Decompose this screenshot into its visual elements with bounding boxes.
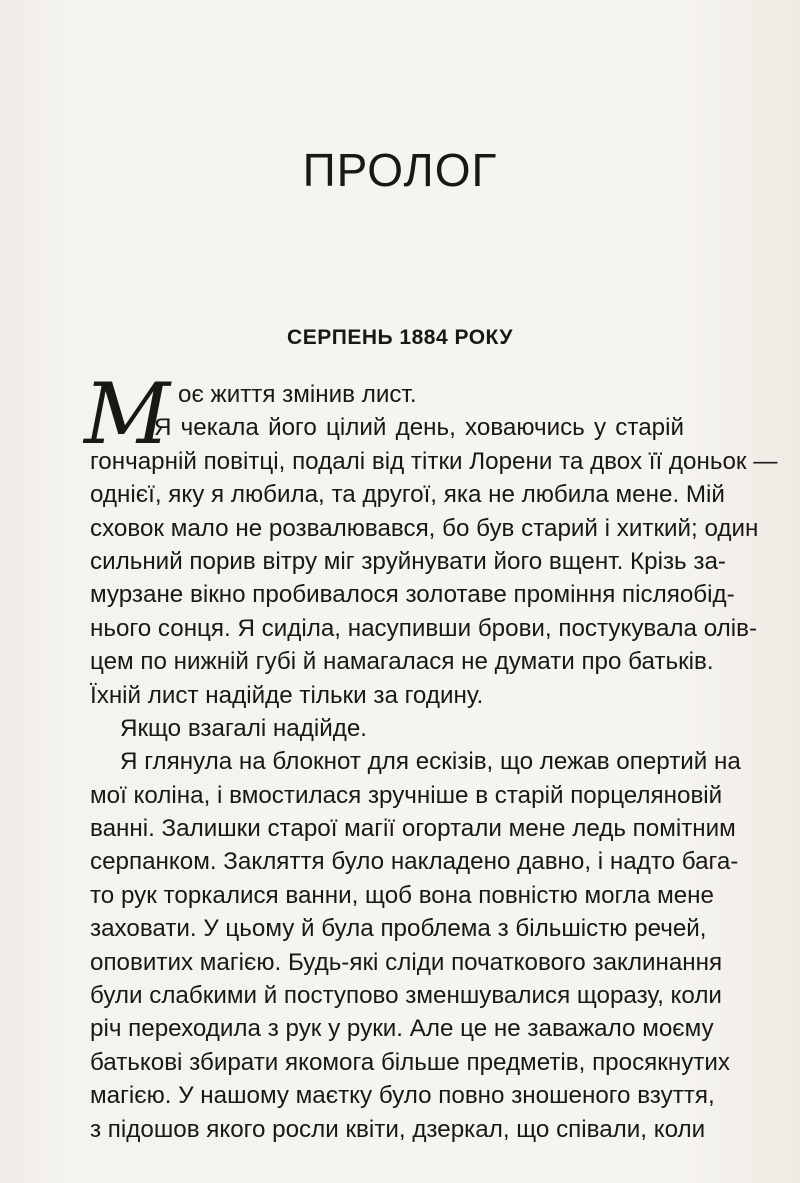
text-line: були слабкими й поступово зменшувалися щоразу, коли [90, 982, 722, 1010]
drop-cap: М [84, 365, 171, 463]
text-line: нього сонця. Я сиділа, насупивши брови, постукувала олів- [90, 614, 758, 642]
text-line: однієї, яку я любила, та другої, яка не любила мене. Мій [90, 481, 725, 509]
chapter-date: СЕРПЕНЬ 1884 РОКУ [287, 326, 513, 349]
text-line: заховати. У цьому й була проблема з більшістю речей, [90, 915, 707, 943]
text-line: цем по нижній губі й намагалася не думати про батьків. [90, 648, 714, 676]
text-line: Якщо взагалі надійде. [120, 714, 368, 742]
text-line: мої коліна, і вмостилася зручніше в старій порцеляновій [90, 781, 723, 809]
text-line: сильний порив вітру міг зруйнувати його вщент. Крізь за- [90, 547, 726, 575]
text-line: з підошов якого росли квіти, дзеркал, що співали, коли [90, 1115, 706, 1143]
text-line: серпанком. Закляття було накладено давно, і надто бага- [90, 848, 739, 876]
text-line: оє життя змінив лист. [178, 381, 417, 408]
text-line: гончарній повітці, подалі від тітки Лорени та двох її доньок — [90, 447, 778, 475]
text-line: батькові збирати якомога більше предметів, просякнутих [90, 1048, 730, 1076]
text-line: Я чекала його цілий день, ховаючись у старій [154, 414, 684, 442]
text-line: то рук торкалися ванни, щоб вона повністю могла мене [90, 881, 714, 909]
text-line: Я глянула на блокнот для ескізів, що лежав опертий на [120, 748, 741, 776]
text-line: річ переходила з рук у руки. Але це не заважало моєму [90, 1015, 714, 1043]
text-line: Їхній лист надійде тільки за годину. [90, 681, 484, 709]
text-line: магією. У нашому маєтку було повно зношеного взуття, [90, 1082, 715, 1110]
text-line: ванні. Залишки старої магії огортали мене ледь помітним [90, 815, 736, 843]
text-line: сховок мало не розвалювався, бо був старий і хиткий; один [90, 514, 759, 542]
text-line: оповитих магією. Будь-які сліди початкового заклинання [90, 948, 723, 976]
chapter-title: ПРОЛОГ [302, 144, 498, 196]
body-text [90, 378, 778, 1146]
text-line: мурзане вікно пробивалося золотаве проміння післяобід- [90, 581, 735, 609]
